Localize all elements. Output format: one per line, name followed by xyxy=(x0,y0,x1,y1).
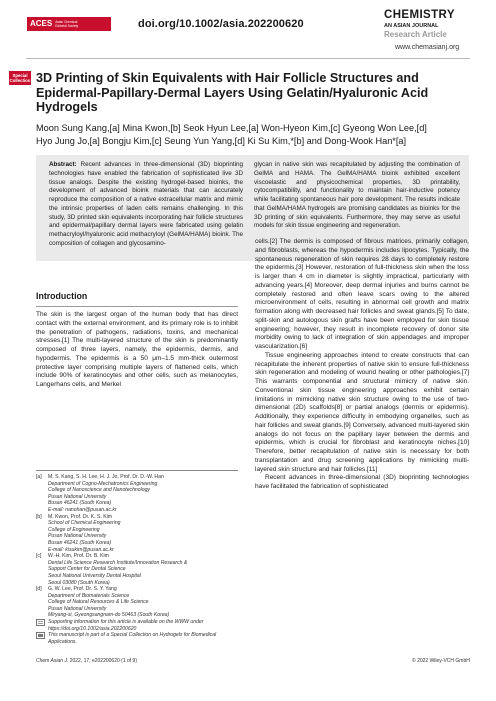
affiliation-email[interactable]: E-mail: kisukim@pusan.ac.kr xyxy=(48,546,114,553)
author-line: Hyo Jung Jo,[a] Bongju Kim,[c] Seung Yun Yang,[d] Ki Su Kim,*[b] and Dong-Wook Han*[a] xyxy=(36,135,407,146)
affiliation-authors: M. Kwon, Prof. Dr. K. S. Kim xyxy=(48,513,112,520)
abstract-right-column: glycan in native skin was recapitulated by adjusting the combination of GelMA and HAMA. The GelMA/HAMA bioink exhibited excellent viscoelastic and physicochemical properties, 3D printability, cytocompatibility, and functionality to maintain hair-inductive potency while facilitating spontaneous hair pore development. The results indicate that GelMA/HAMA hydrogels are promising candidates as bioinks for the 3D printing of skin equivalents. Furthermore, they may serve as useful models for skin tissue engineering and regeneration. xyxy=(254,161,460,230)
affiliation-authors: M. S. Kang, S. H. Lee, H. J. Jo, Prof. Dr. D.-W. Han xyxy=(48,474,164,480)
affiliation-line: Department of Biomaterials Science xyxy=(48,592,130,599)
abstract-left-column xyxy=(49,161,243,249)
body-left-column xyxy=(36,311,238,390)
affiliation-line: Department of Cogno-Mechatronics Engineering xyxy=(48,480,158,487)
supporting-info-text[interactable]: Supporting information for this article is available on the WWW under https://doi.org/10.1002/asia.202200620 xyxy=(48,619,204,632)
affiliation-label: [c] xyxy=(36,553,42,560)
affiliation-line: Dental Life Science Research Institute/Innovation Research & xyxy=(48,559,188,566)
affiliation-entry xyxy=(36,474,238,514)
affiliation-label: [d] xyxy=(36,586,42,593)
special-collection-tag: Special Collection xyxy=(9,73,31,83)
journal-subtitle: AN ASIAN JOURNAL xyxy=(384,23,439,29)
journal-name: CHEMISTRY xyxy=(384,9,455,21)
affiliation-entry xyxy=(36,514,238,554)
affiliation-authors: W.-H. Kim, Prof. Dr. B. Kim xyxy=(48,553,109,560)
body-paragraph: Recent advances in three-dimensional (3D) bioprinting technologies have facilitated the fabrication of sophisticated xyxy=(255,474,469,490)
affiliation-email[interactable]: E-mail: nanohan@pusan.ac.kr xyxy=(48,506,117,513)
affiliation-line: Miryang-si, Gyeongsangnam-do 50463 (South Korea) xyxy=(48,612,170,619)
affiliations-block xyxy=(36,474,238,645)
special-collection-note xyxy=(36,632,238,645)
section-heading-introduction: Introduction xyxy=(36,291,88,301)
body-right-column xyxy=(255,238,469,492)
author-list xyxy=(36,122,466,147)
affiliation-line: Seoul 03080 (South Korea) xyxy=(48,579,110,586)
footer-citation-details: 2022, 17, e202200620 (1 of 9) xyxy=(69,658,137,664)
author-line: Moon Sung Kang,[a] Mina Kwon,[b] Seok Hyun Lee,[a] Won-Hyeon Kim,[c] Gyeong Won Lee,[d] xyxy=(36,123,427,133)
affiliation-label: [a] xyxy=(36,474,42,480)
affiliation-line: College of Natural Resources & Life Science xyxy=(48,599,149,606)
aces-logo xyxy=(27,17,111,31)
abstract-label: Abstract: xyxy=(49,161,77,168)
journal-url[interactable]: www.chemasianj.org xyxy=(395,44,460,51)
affiliation-entry xyxy=(36,586,238,619)
aces-logo-text: ACES xyxy=(30,19,53,28)
article-type: Research Article xyxy=(384,30,447,39)
affiliation-label: [b] xyxy=(36,513,42,520)
special-collection-text: This manuscript is part of a Special Collection on Hydrogels for Biomedical Applications. xyxy=(48,632,217,645)
affiliation-line: School of Chemical Engineering xyxy=(48,520,121,527)
section-divider xyxy=(36,306,238,307)
affiliation-line: Pusan National University xyxy=(48,605,107,612)
abstract-text-left: Recent advances in three-dimensional (3D) bioprinting technologies have enabled the fabrication of sophisticated live 3D tissue analogs. Despite the existing hydrogel-based bioinks, the development of advanced bioink materials that can accurately reproduce the composition of a native extracellular matrix and mimic the intrinsic properties of laden cells remains challenging. In this study, 3D printed skin equivalents incorporating hair follicle structures and epidermal/papillary dermal layers were fabricated using gelatin methacryloyl/hyaluronic acid methacryloyl (GelMA/HAMA) bioink. The composition of collagen and glycosamino- xyxy=(49,161,243,247)
body-paragraph: Tissue engineering approaches intend to create constructs that can recapitulate the inherent properties of native skin to ensure full-thickness skin regeneration and modeling of wound healing or other pathologies.[7] This warrants componential and structural mimicry of native skin. Conventional skin tissue engineering approaches exhibit certain limitations in mimicking native skin structure owing to the use of two-dimensional (2D) scaffolds[8] or partial analogs (dermis or epidermis). Additionally, they experience difficulty in embodying organelles, such as hair follicles and sweat glands.[9] Conversely, advanced multi-layered skin analogs do not focus on the papillary layer between the dermis and epidermis, which is crucial for fibroblast and keratinocyte niches.[10] Therefore, better recapitulation of native skin is necessary for both transplantation and drug screening applications by mimicking multi-layered skin structure and hair follicles.[11] xyxy=(255,351,469,473)
affiliation-line: Seoul National University Dental Hospital xyxy=(48,572,141,579)
affiliation-line: Support Center for Dental Science xyxy=(48,566,126,573)
affiliation-line: Busan 46241 (South Korea) xyxy=(48,500,112,507)
aces-logo-subtext: Asian Chemical Editorial Society xyxy=(55,19,79,28)
article-title: 3D Printing of Skin Equivalents with Hair Follicle Structures and Epidermal-Papillary-Dermal Layers Using Gelatin/Hyaluronic Acid Hydrogels xyxy=(36,71,429,114)
affiliation-authors: G. W. Lee, Prof. Dr. S. Y. Yang xyxy=(48,586,117,593)
body-paragraph: cells.[2] The dermis is composed of fibrous matrices, primarily collagen, and fibroblasts, whereas the hypodermis includes lipocytes. Typically, the spontaneous regeneration of skin requires 28 days to completely restore the epidermis.[3] However, restoration of full-thickness skin when the loss is larger than 4 cm in diameter is slightly impractical, particularly with advancing years.[4] Moreover, deep dermal injuries and burns cannot be completely restored and often leave scars owing to the altered microenvironment of cells, resulting in abnormal cell growth and matrix formation along with decreased hair follicles and sweat glands.[5] To date, split-skin and autologous skin grafts have been employed for skin tissue engineering; however, they result in incomplete recovery of donor site morbidity owing to lack of integration of skin appendages and improper vascularization.[6] xyxy=(255,238,469,350)
supporting-info-note xyxy=(36,619,238,632)
doi-link[interactable]: doi.org/10.1002/asia.202200620 xyxy=(138,18,304,30)
footer-copyright: © 2022 Wiley-VCH GmbH xyxy=(412,658,470,664)
collection-icon xyxy=(36,632,45,639)
footer-journal: Chem Asian J. xyxy=(36,658,69,664)
affiliation-line: Busan 46241 (South Korea) xyxy=(48,539,112,546)
affiliation-line: Pusan National University xyxy=(48,493,107,500)
supporting-info-icon xyxy=(36,619,45,626)
body-paragraph: The skin is the largest organ of the human body that has direct contact with the external environment, and its primary role is to inhibit the penetration of pathogens, radiations, toxins, and mechanical stresses.[1] The multi-layered structure of the skin is predominantly composed of three layers, namely, the epidermis, dermis, and hypodermis. The epidermis is a 50 μm–1.5 mm-thick outermost protective layer comprising multiple layers of flattened cells, which include 90% of keratinocytes and other cells, such as melanocytes, Langerhans cells, and Merkel xyxy=(36,311,238,388)
footer-citation xyxy=(36,658,137,664)
affiliation-entry xyxy=(36,553,238,586)
footnote-divider xyxy=(36,470,238,471)
affiliation-line: College of Nanoscience and Nanotechnology xyxy=(48,487,150,494)
affiliation-line: College of Engineering xyxy=(48,526,100,533)
header-divider xyxy=(26,58,470,59)
affiliation-line: Pusan National University xyxy=(48,533,107,540)
